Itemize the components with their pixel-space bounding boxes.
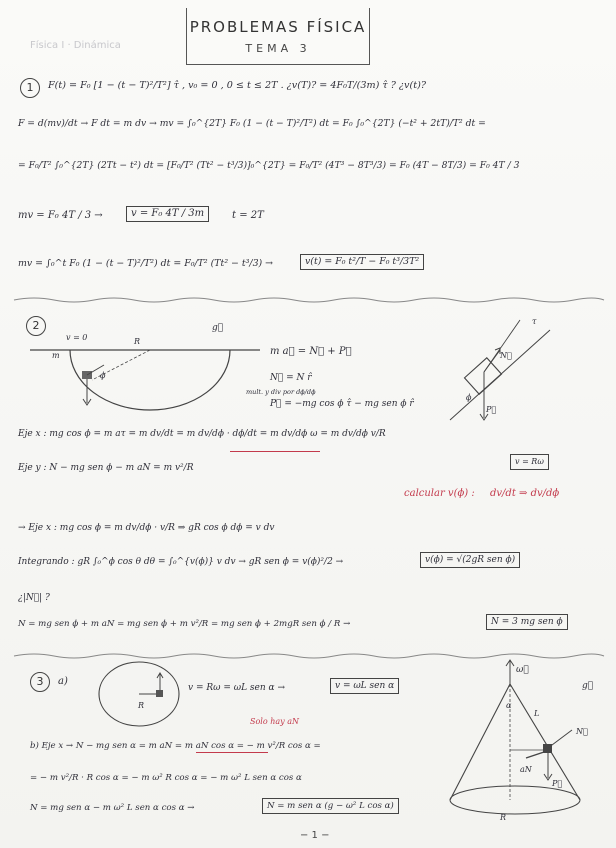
cone-label-g: g⃗ <box>582 681 594 691</box>
part-b-eq: b) Eje x → N − mg sen α = m aN = m aN cos α = − m v²/R cos α = <box>30 741 321 751</box>
semicircle-track-diagram <box>30 335 260 415</box>
bleed-through-text: Física I · Dinámica <box>30 40 121 51</box>
label-m: m <box>52 351 60 360</box>
page-number: − 1 − <box>300 830 330 841</box>
section-divider-1 <box>14 296 604 304</box>
problem-1-line-3a: mv = F₀ 4T / 3 → <box>18 210 103 221</box>
v-equals-r-omega: v = Rω <box>510 454 549 470</box>
v-phi-box: v(ϕ) = √(2gR sen ϕ) <box>420 552 520 568</box>
eq-axis-x: Eje x : mg cos ϕ = m aτ = m dv/dt = m dv/dϕ · dϕ/dt = m dv/dϕ ω = m dv/dϕ v/R <box>18 429 386 439</box>
problem-1-line-4a: mv = ∫₀^t F₀ (1 − (t − T)²/T²) dt = F₀/T² (Tt² − t³/3) → <box>18 258 274 269</box>
part-a-eq: v = Rω = ωL sen α → <box>188 683 285 693</box>
problem-1-line-3c: t = 2T <box>232 210 264 221</box>
problem-1-statement: F(t) = F₀ [1 − (t − T)²/T²] τ̂ , v₀ = 0 , 0 ≤ t ≤ 2T . ¿v(T)? = 4F₀T/(3m) τ̂ ? ¿v(t)? <box>48 80 426 91</box>
page-title: PROBLEMAS FÍSICA <box>189 18 367 36</box>
block-label-phi: ϕ <box>466 393 472 402</box>
block-label-tau: τ <box>532 317 537 326</box>
problem-3-number: 3 <box>30 672 50 692</box>
calc-eq: dv/dt ⇒ dv/dϕ <box>490 488 560 499</box>
problem-1-line-2: = F₀/T² ∫₀^{2T} (2Tt − t²) dt = [F₀/T² (Tt² − t³/3)]₀^{2T} = F₀/T² (4T³ − 8T³/3) = F₀ (4T − 8T/3) = F₀ 4T / 3 <box>18 160 520 171</box>
block-label-P: P⃗ <box>486 405 497 414</box>
part-a-box: v = ωL sen α <box>330 678 399 694</box>
cone-label-N: N⃗ <box>576 727 588 736</box>
cone-label-L: L <box>534 709 540 718</box>
eq-normal: N⃗ = N r̂ <box>270 373 312 383</box>
red-underline-2 <box>196 752 268 753</box>
part-b-eq-2: = − m v²/R · R cos α = − m ω² R cos α = − m ω² L sen α cos α <box>30 773 302 783</box>
problem-2-number: 2 <box>26 316 46 336</box>
label-R: R <box>134 337 141 346</box>
label-v0: v = 0 <box>66 333 88 342</box>
part-a-label: a) <box>58 676 68 687</box>
eq-newton-2: m a⃗ = N⃗ + P⃗ <box>270 346 352 357</box>
problem-1-line-1: F = d(mv)/dt → F dt = m dv → mv = ∫₀^{2T} F₀ (1 − (t − T)²/T²) dt = F₀ ∫₀^{2T} (−t² + 2tT)/T² dt = <box>18 118 486 129</box>
N-result-box: N = 3 mg sen ϕ <box>486 614 568 630</box>
integration: Integrando : gR ∫₀^ϕ cos θ dθ = ∫₀^{v(ϕ)} v dv → gR sen ϕ = v(ϕ)²/2 → <box>18 557 344 567</box>
circle-orbit-diagram <box>94 660 184 730</box>
cone-label-P: P⃗ <box>552 779 563 788</box>
problem-1-vt-box: v(t) = F₀ t²/T − F₀ t³/3T² <box>300 254 424 270</box>
block-label-N: N⃗ <box>500 351 512 360</box>
eq-N: N = mg sen ϕ + m aN = mg sen ϕ + m v²/R = mg sen ϕ + 2mgR sen ϕ / R → <box>18 619 351 629</box>
N-eq-3: N = mg sen α − m ω² L sen α cos α → <box>30 803 195 813</box>
cone-label-alpha: α <box>506 701 512 710</box>
cone-label-aN: aN <box>520 765 532 774</box>
N-result-box-3: N = m sen α (g − ω² L cos α) <box>262 798 399 814</box>
calc-label: calcular v(ϕ) : <box>404 488 475 499</box>
page-subtitle: TEMA 3 <box>245 42 311 55</box>
eq-weight: P⃗ = −mg cos ϕ τ̂ − mg sen ϕ r̂ <box>270 399 414 409</box>
problem-1-number: 1 <box>20 78 40 98</box>
solo-hay-an: Solo hay aN <box>250 717 299 726</box>
circle-label-R: R <box>138 701 145 710</box>
title-box <box>186 8 370 65</box>
eq-axis-y: Eje y : N − mg sen ϕ − m aN = m v²/R <box>18 463 194 473</box>
cone-label-omega: ω⃗ <box>516 665 529 675</box>
cone-label-R: R <box>500 813 507 822</box>
incline-block-diagram <box>440 310 560 440</box>
eq-axis-x-2: → Eje x : mg cos ϕ = m dv/dϕ · v/R ⇒ gR cos ϕ dϕ = v dv <box>18 523 275 533</box>
question-N: ¿|N⃗| ? <box>18 593 50 603</box>
label-gravity: g⃗ <box>212 323 224 333</box>
label-phi: ϕ <box>100 371 106 380</box>
section-divider-2 <box>14 652 604 660</box>
cone-diagram <box>440 660 600 830</box>
red-underline <box>230 451 320 452</box>
eq-weight-note: mult. y div por dϕ/dϕ <box>246 388 316 396</box>
problem-1-result-box: v = F₀ 4T / 3m <box>126 206 209 222</box>
